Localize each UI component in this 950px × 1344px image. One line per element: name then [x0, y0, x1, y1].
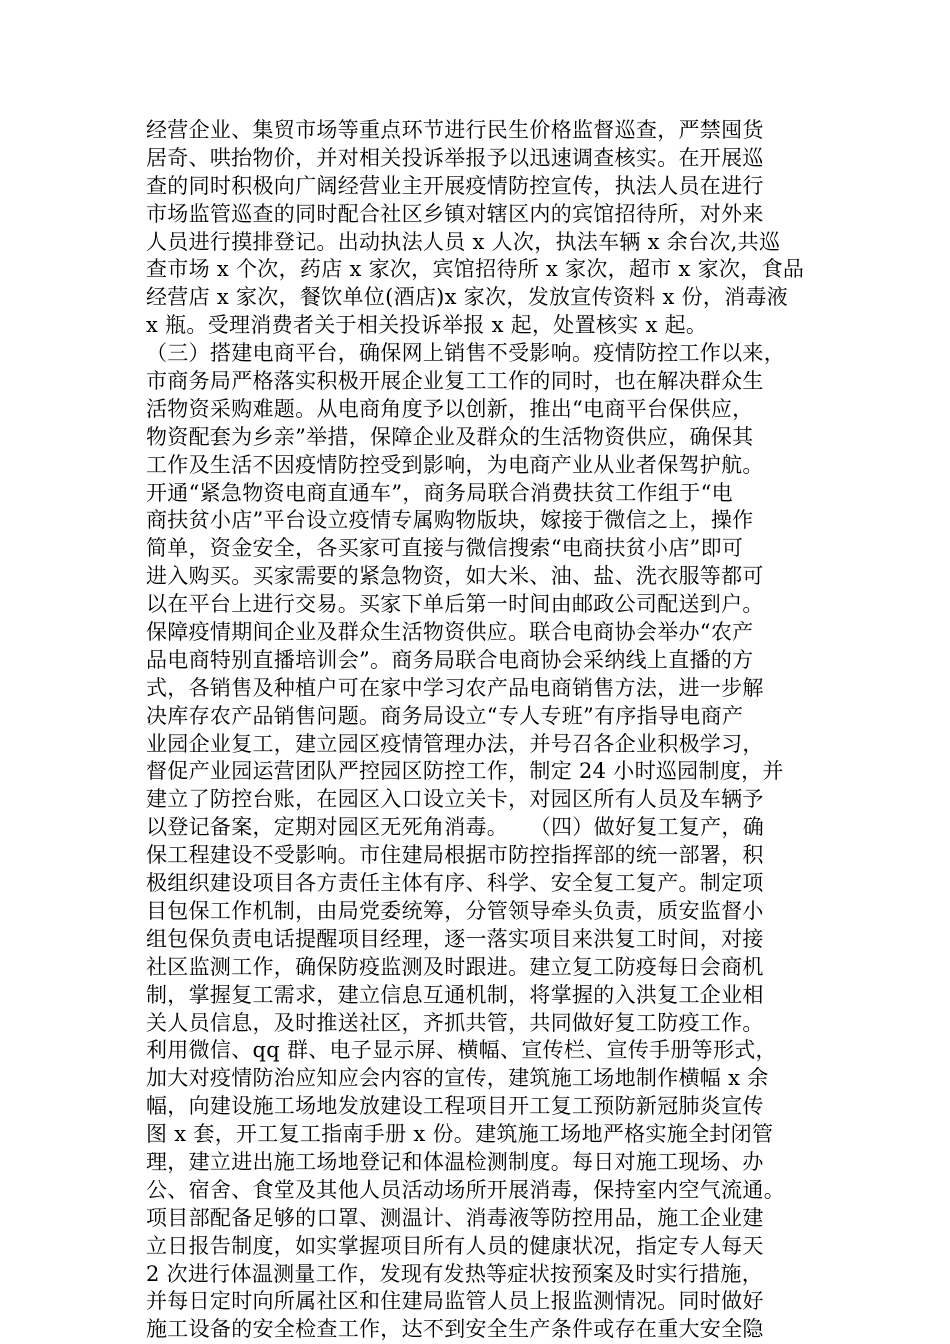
text-line: 品电商特别直播培训会”。商务局联合电商协会采纳线上直播的方	[146, 647, 754, 672]
text-line: 理，建立进出施工场地登记和体温检测制度。每日对施工现场、办	[146, 1149, 764, 1174]
text-line: 开通“紧急物资电商直通车”，商务局联合消费扶贫工作组于“电	[146, 480, 733, 505]
text-line: 查市场 x 个次，药店 x 家次，宾馆招待所 x 家次，超市 x 家次，食品	[146, 257, 805, 282]
text-line: 以登记备案，定期对园区无死角消毒。 （四）做好复工复产，确	[146, 815, 764, 840]
text-line: 人员进行摸排登记。出动执法人员 x 人次，执法车辆 x 余台次,共巡	[146, 229, 781, 254]
text-line: x 瓶。受理消费者关于相关投诉举报 x 起，处置核实 x 起。	[146, 313, 708, 338]
text-line: 保工程建设不受影响。市住建局根据市防控指挥部的统一部署，积	[146, 843, 764, 868]
text-line: 建立了防控台账，在园区入口设立关卡，对园区所有人员及车辆予	[146, 787, 764, 812]
text-line: 居奇、哄抬物价，并对相关投诉举报予以迅速调查核实。在开展巡	[146, 145, 764, 170]
text-line: 商扶贫小店”平台设立疫情专属购物版块，嫁接于微信之上，操作	[146, 508, 754, 533]
text-line: 关人员信息，及时推送社区，齐抓共管，共同做好复工防疫工作。	[146, 1010, 764, 1035]
text-line: 目包保工作机制，由局党委统筹，分管领导牵头负责，质安监督小	[146, 898, 764, 923]
text-line: 进入购买。买家需要的紧急物资，如大米、油、盐、洗衣服等都可	[146, 564, 764, 589]
text-line: 组包保负责电话提醒项目经理，逐一落实项目来洪复工时间，对接	[146, 926, 764, 951]
text-line: 以在平台上进行交易。买家下单后第一时间由邮政公司配送到户。	[146, 592, 764, 617]
text-line: 业园企业复工，建立园区疫情管理办法，并号召各企业积极学习，	[146, 731, 764, 756]
text-line: 项目部配备足够的口罩、测温计、消毒液等防控用品，施工企业建	[146, 1205, 764, 1230]
text-line: 工作及生活不因疫情防控受到影响，为电商产业从业者保驾护航。	[146, 452, 764, 477]
text-line: 市场监管巡查的同时配合社区乡镇对辖区内的宾馆招待所，对外来	[146, 201, 764, 226]
text-line: 幅，向建设施工场地发放建设工程项目开工复工预防新冠肺炎宣传	[146, 1094, 764, 1119]
text-line: 经营企业、集贸市场等重点环节进行民生价格监督巡查，严禁囤货	[146, 118, 764, 142]
text-line: 式，各销售及种植户可在家中学习农产品电商销售方法，进一步解	[146, 675, 764, 700]
text-line: 督促产业园运营团队严控园区防控工作，制定 24 小时巡园制度，并	[146, 759, 784, 784]
text-line: 社区监测工作，确保防疫监测及时跟进。建立复工防疫每日会商机	[146, 954, 764, 979]
body-text	[146, 117, 826, 1344]
text-line: 极组织建设项目各方责任主体有序、科学、安全复工复产。制定项	[146, 871, 764, 896]
text-line: （三）搭建电商平台，确保网上销售不受影响。疫情防控工作以来，	[146, 341, 785, 366]
text-line: 查的同时积极向广阔经营业主开展疫情防控宣传，执法人员在进行	[146, 173, 764, 198]
text-line: 立日报告制度，如实掌握项目所有人员的健康状况，指定专人每天	[146, 1233, 764, 1258]
text-line: 保障疫情期间企业及群众生活物资供应。联合电商协会举办“农产	[146, 620, 754, 645]
text-line: 图 x 套，开工复工指南手册 x 份。建筑施工场地严格实施全封闭管	[146, 1122, 774, 1147]
text-line: 决库存农产品销售问题。商务局设立“专人专班”有序指导电商产	[146, 703, 744, 728]
text-line: 并每日定时向所属社区和住建局监管人员上报监测情况。同时做好	[146, 1289, 764, 1314]
text-line: 活物资采购难题。从电商角度予以创新，推出“电商平台保供应，	[146, 396, 754, 421]
text-line: 公、宿舍、食堂及其他人员活动场所开展消毒，保持室内空气流通。	[146, 1177, 785, 1202]
text-line: 2 次进行体温测量工作，发现有发热等症状按预案及时实行措施，	[146, 1261, 764, 1286]
text-line: 简单，资金安全，各买家可直接与微信搜索“电商扶贫小店”即可	[146, 536, 744, 561]
text-line: 经营店 x 家次，餐饮单位(酒店)x 家次，发放宣传资料 x 份，消毒液	[146, 285, 789, 310]
text-line: 市商务局严格落实积极开展企业复工工作的同时，也在解决群众生	[146, 369, 764, 394]
text-line: 利用微信、qq 群、电子显示屏、横幅、宣传栏、宣传手册等形式，	[146, 1038, 777, 1063]
text-line: 施工设备的安全检查工作，达不到安全生产条件或存在重大安全隐	[146, 1317, 764, 1342]
text-line: 物资配套为乡亲”举措，保障企业及群众的生活物资供应，确保其	[146, 424, 754, 449]
text-line: 加大对疫情防治应知应会内容的宣传，建筑施工场地制作横幅 x 余	[146, 1066, 769, 1091]
text-line: 制，掌握复工需求，建立信息互通机制，将掌握的入洪复工企业相	[146, 982, 764, 1007]
